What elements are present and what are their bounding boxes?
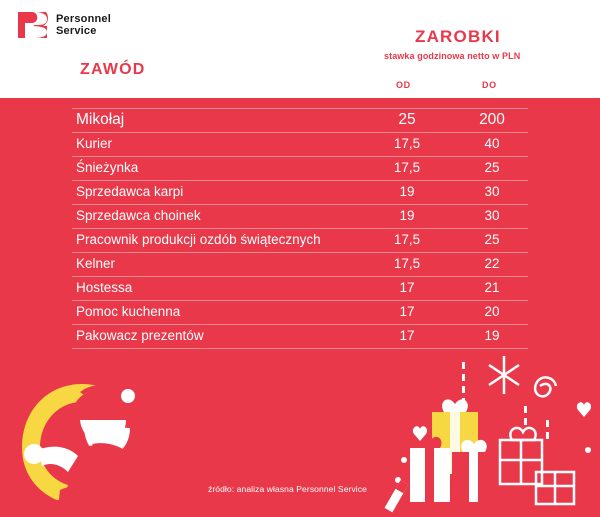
cell-od: 19 <box>399 184 415 199</box>
cell-od: 25 <box>398 111 416 128</box>
candy-stick-icon <box>385 480 409 512</box>
page-subtitle: stawka godzinowa netto w PLN <box>384 51 521 61</box>
cell-do: 30 <box>484 184 500 199</box>
logo <box>16 10 111 40</box>
snowflake-icon <box>489 356 519 394</box>
table-row <box>72 253 528 277</box>
source-note: źródło: analiza własna Personnel Service <box>208 484 367 494</box>
table-row <box>72 205 528 229</box>
cell-do: 30 <box>484 208 500 223</box>
table-row <box>72 229 528 253</box>
column-header-od: OD <box>396 80 411 90</box>
gifts-icon <box>385 356 592 512</box>
cell-do: 25 <box>484 232 500 247</box>
cell-od: 17 <box>399 304 415 319</box>
cell-job: Pomoc kuchenna <box>76 304 181 319</box>
logo-text <box>56 13 111 37</box>
table-row <box>72 277 528 301</box>
cell-od: 17,5 <box>393 232 421 247</box>
cell-do: 22 <box>484 256 500 271</box>
cell-do: 21 <box>484 280 500 295</box>
cell-do: 20 <box>484 304 500 319</box>
cell-od: 17,5 <box>393 160 421 175</box>
cell-od: 17 <box>399 280 415 295</box>
santa-icon <box>22 384 160 512</box>
table-row <box>72 181 528 205</box>
confetti-dots <box>395 362 591 483</box>
table-row <box>72 325 528 349</box>
cell-job: Śnieżynka <box>76 160 139 175</box>
cell-job: Kurier <box>76 136 113 151</box>
cell-od: 17,5 <box>393 136 421 151</box>
cell-job: Mikołaj <box>76 111 125 128</box>
logo-line-1: Personnel <box>56 13 111 25</box>
cell-job: Pakowacz prezentów <box>76 328 204 343</box>
column-title-zawod: ZAWÓD <box>80 61 146 78</box>
cell-job: Kelner <box>76 256 116 271</box>
cell-job: Pracownik produkcji ozdób świątecznych <box>76 232 321 247</box>
cell-od: 17 <box>399 328 415 343</box>
cell-do: 19 <box>484 328 500 343</box>
table-row <box>72 133 528 157</box>
cell-od: 17,5 <box>393 256 421 271</box>
table-row <box>72 108 528 133</box>
page-title: ZAROBKI <box>415 27 501 46</box>
logo-line-2: Service <box>56 25 97 37</box>
cell-job: Sprzedawca choinek <box>76 208 201 223</box>
salary-table <box>72 108 528 349</box>
table-row <box>72 157 528 181</box>
cell-do: 40 <box>484 136 500 151</box>
header-panel <box>0 0 600 98</box>
cell-job: Sprzedawca karpi <box>76 184 184 199</box>
cell-job: Hostessa <box>76 280 133 295</box>
cell-od: 19 <box>399 208 415 223</box>
cell-do: 25 <box>484 160 500 175</box>
personnel-service-logo-icon <box>16 10 50 40</box>
column-header-do: DO <box>482 80 497 90</box>
table-row <box>72 301 528 325</box>
cell-do: 200 <box>479 111 505 128</box>
